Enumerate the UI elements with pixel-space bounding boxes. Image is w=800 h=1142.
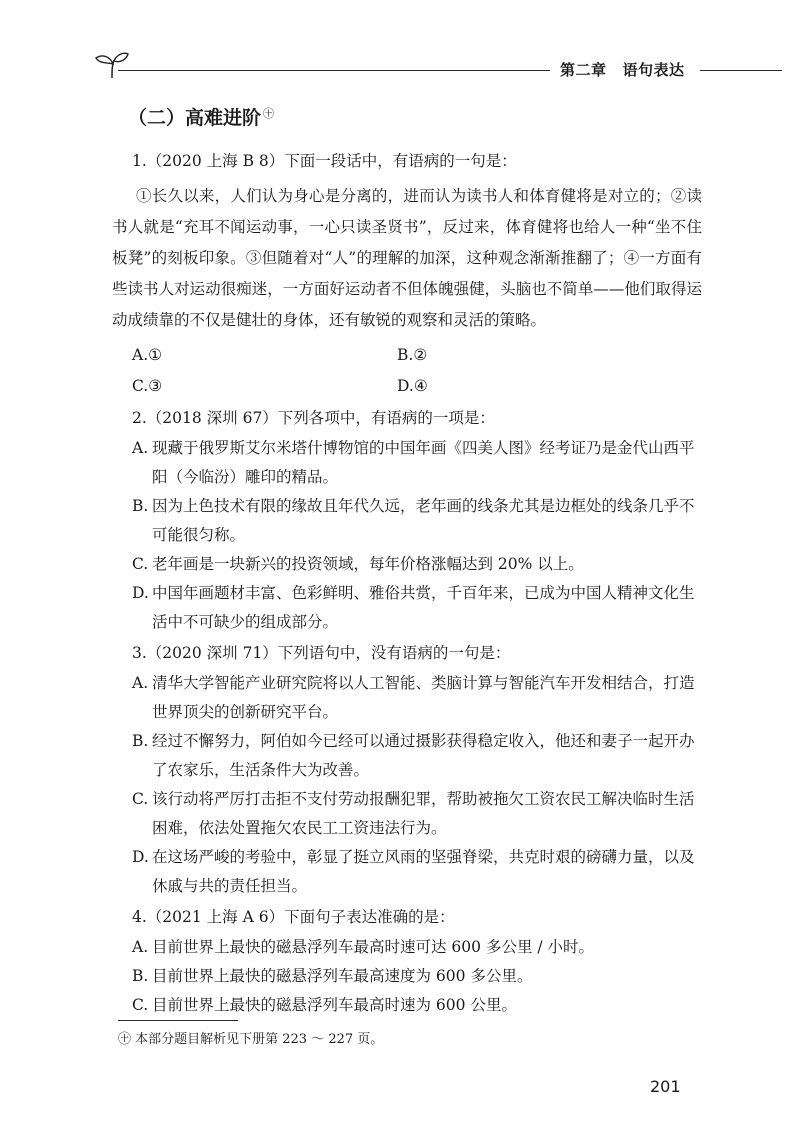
question-2 <box>112 402 702 637</box>
option-c: C.③ <box>132 377 163 395</box>
footnote-mark: ㊉ <box>263 106 275 120</box>
question-1-head: 1.（2020 上海 B 8）下面一段话中，有语病的一句是： <box>132 152 517 170</box>
section-title <box>128 103 274 130</box>
question-1-options <box>112 340 702 402</box>
question-3 <box>112 637 702 901</box>
question-1 <box>112 145 702 402</box>
chapter-title: 语句表达 <box>622 61 685 79</box>
question-4 <box>112 901 702 1020</box>
question-2-head: 2.（2018 深圳 67）下列各项中，有语病的一项是： <box>132 409 495 427</box>
sprout-icon <box>92 48 132 80</box>
option-c: C. 该行动将严厉打击拒不支付劳动报酬犯罪，帮助被拖欠工资农民工解决临时生活困难，依法处置拖欠农民工工资违法行为。 <box>132 790 695 837</box>
option-a: A.① <box>132 346 163 364</box>
option-c: C. 目前世界上最快的磁悬浮列车最高时速为 600 公里。 <box>132 996 517 1014</box>
header-rule-left <box>118 70 550 71</box>
option-b: B. 经过不懈努力，阿伯如今已经可以通过摄影获得稳定收入，他还和妻子一起开办了农家乐，生活条件大为改善。 <box>132 732 695 779</box>
option-a: A. 现藏于俄罗斯艾尔米塔什博物馆的中国年画《四美人图》经考证乃是金代山西平阳（今临汾）雕印的精品。 <box>132 439 695 486</box>
option-d: D. 在这场严峻的考验中，彰显了挺立风雨的坚强脊梁，共克时艰的磅礴力量，以及休戚与共的责任担当。 <box>132 848 695 895</box>
question-3-head: 3.（2020 深圳 71）下列语句中，没有语病的一句是： <box>132 644 511 662</box>
chapter-label: 第二章 <box>560 61 607 79</box>
option-d: D. 中国年画题材丰富、色彩鲜明、雅俗共赏，千百年来，已成为中国人精神文化生活中不可缺少的组成部分。 <box>132 584 695 631</box>
option-b: B. 因为上色技术有限的缘故且年代久远，老年画的线条尤其是边框处的线条几乎不可能很匀称。 <box>132 497 695 544</box>
option-d: D.④ <box>397 377 428 395</box>
questions <box>112 145 702 1020</box>
option-a: A. 目前世界上最快的磁悬浮列车最高时速可达 600 多公里 / 小时。 <box>132 938 595 956</box>
option-b: B. 目前世界上最快的磁悬浮列车最高速度为 600 多公里。 <box>132 967 533 985</box>
running-header <box>560 59 685 80</box>
page-number: 201 <box>650 1077 681 1096</box>
question-4-head: 4.（2021 上海 A 6）下面句子表达准确的是： <box>132 908 455 926</box>
footnote-rule <box>118 1020 238 1021</box>
section-title-text: （二）高难进阶 <box>128 107 262 129</box>
footnote: ㊉ 本部分题目解析见下册第 223 ～ 227 页。 <box>118 1032 384 1047</box>
option-a: A. 清华大学智能产业研究院将以人工智能、类脑计算与智能汽车开发相结合，打造世界顶尖的创新研究平台。 <box>132 674 695 721</box>
question-1-passage: ①长久以来，人们认为身心是分离的，进而认为读书人和体育健将是对立的；②读书人就是“充耳不闻运动事，一心只读圣贤书”，反过来，体育健将也给人一种“坐不住板凳”的刻板印象。③但随着对“人”的理解的加深，这种观念渐渐推翻了；④一方面有些读书人对运动很痴迷，一方面好运动者不但体魄强健，头脑也不简单——他们取得运动成绩靠的不仅是健壮的身体，还有敏锐的观察和灵活的策略。 <box>112 187 702 329</box>
option-c: C. 老年画是一块新兴的投资领域，每年价格涨幅达到 20% 以上。 <box>132 555 584 573</box>
header-rule-right <box>700 70 782 71</box>
option-b: B.② <box>397 346 428 364</box>
